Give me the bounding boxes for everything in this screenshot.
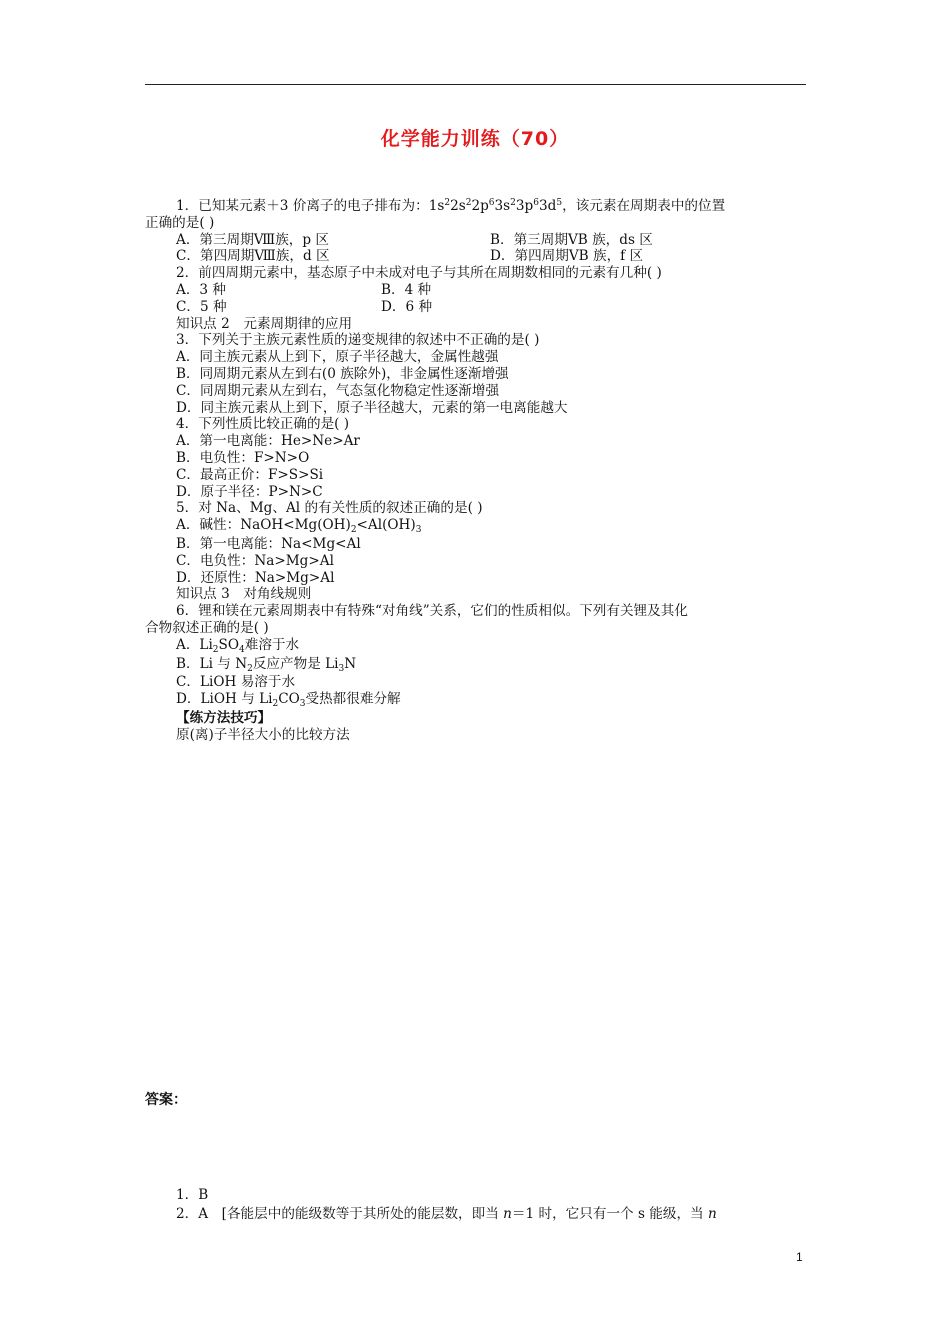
q6-option-c: C．LiOH 易溶于水 [176,674,296,691]
knowledge-point-2: 知识点 2 元素周期律的应用 [176,315,353,332]
q4-option-a: A．第一电离能：He>Ne>Ar [176,433,360,450]
practice-text: 原(离)子半径大小的比较方法 [176,726,350,743]
q1-options-ab [176,232,806,249]
q2-option-d: D．6 种 [381,298,433,315]
q1-option-d: D．第四周期ⅤB 族，f 区 [490,248,644,265]
q4-option-c: C．最高正价：F>S>Si [176,466,324,483]
q1-option-c: C．第四周期Ⅷ族，d 区 [176,248,330,265]
q3-option-d: D．同主族元素从上到下，原子半径越大，元素的第一电离能越大 [176,399,568,416]
header-rule [145,84,806,85]
q2-option-c: C．5 种 [176,298,227,315]
q6-option-b: B．Li 与 $N_2$反应产物是 $Li_3N$ [176,655,357,674]
q6-stem: 6．锂和镁在元素周期表中有特殊“对角线”关系，它们的性质相似。下列有关锂及其化 [176,603,688,620]
q3-option-b: B．同周期元素从左到右(0 族除外)，非金属性逐渐增强 [176,365,509,382]
q5-option-c: C．电负性：Na>Mg>Al [176,552,334,569]
q3-option-a: A．同主族元素从上到下，原子半径越大，金属性越强 [176,349,499,366]
q3-stem: 3．下列关于主族元素性质的递变规律的叙述中不正确的是( ) [176,332,540,349]
q4-stem: 4．下列性质比较正确的是( ) [176,416,350,433]
answer-1: 1．B [176,1187,209,1203]
q1-stem-line2: 正确的是( ) [145,214,215,231]
q5-option-d: D．还原性：Na>Mg>Al [176,569,335,586]
q1-options-cd [176,248,806,265]
q2-options-ab [176,282,806,299]
page-number: 1 [796,1250,803,1264]
q5-option-b: B．第一电离能：Na<Mg<Al [176,535,361,552]
q1-option-b: B．第三周期ⅤB 族，ds 区 [490,231,653,248]
answer-2: 2．A [各能层中的能级数等于其所处的能层数，即当 n＝1 时，它只有一个 s 能级，当 n [176,1206,717,1222]
answers-body [176,1186,816,1224]
q4-option-b: B．电负性：F>N>O [176,449,310,466]
q2-stem: 2．前四周期元素中，基态原子中未成对电子与其所在周期数相同的元素有几种( ) [176,265,662,282]
q2-option-a: A．3 种 [176,281,226,298]
knowledge-point-3: 知识点 3 对角线规则 [176,586,312,603]
q6-stem-line2: 合物叙述正确的是( ) [145,619,269,636]
q6-option-d: D．LiOH 与 $Li_2CO_3$受热都很难分解 [176,691,401,710]
q2-options-cd [176,299,806,316]
q1-option-a: A．第三周期Ⅷ族，p 区 [176,231,330,248]
answers-heading: 答案： [145,1092,187,1108]
page-title: 化学能力训练（70） [380,128,570,150]
q2-option-b: B．4 种 [381,281,432,298]
questions-body [145,198,806,744]
practice-heading: 【练方法技巧】 [176,709,272,726]
q3-option-c: C．同周期元素从左到右，气态氢化物稳定性逐渐增强 [176,382,500,399]
q4-option-d: D．原子半径：P>N>C [176,483,323,500]
q1-stem: 1．已知某元素＋3 价离子的电子排布为：$1s^22s^22p^63s^23p^63d^5$，该元素在周期表中的位置 [176,198,726,214]
q5-stem: 5．对 Na、Mg、Al 的有关性质的叙述正确的是( ) [176,500,483,517]
q5-option-a: A．碱性：$NaOH<Mg(OH)_2<Al(OH)_3$ [176,517,422,536]
q6-option-a: A．$Li_2SO_4$难溶于水 [176,636,300,655]
